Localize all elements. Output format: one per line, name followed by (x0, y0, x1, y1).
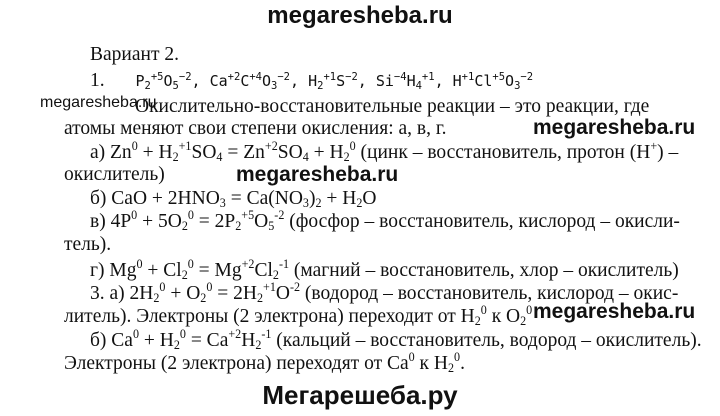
equation-a: а) $Zn^0 + H_2^{+1}SO_4 = Zn^{+2}SO_4 + H_2^0$ (цинк – восстановитель, протон (H+) – (90, 139, 679, 165)
watermark-left: megaresheba.ru (40, 94, 157, 111)
equation-g: г) $Mg^0 + Cl_2^0 = Mg^{+2}Cl_2^{-1}$ (магний – восстановитель, хлор – окислитель) (90, 257, 679, 283)
item-3b-line-1: б) $Ca^0 + H_2^0 = Ca^{+2}H_2^{-1}$ (кальций – восстановитель, водород – окислитель). (90, 327, 702, 353)
watermark-right-1: megaresheba.ru (533, 116, 696, 139)
watermark-middle: megaresheba.ru (236, 163, 399, 186)
item-1-formulas: $P_2^{+5}O_5^{-2}$, $Ca^{+2}C^{+4}O_3^{-2}$, $H_2^{+1}S^{-2}$, $Si^{-4}H_4^{+1}$, $H^{+1}Cl^{+5}O_3^{-2}$ (135, 71, 534, 93)
item-1-number: 1. (90, 70, 105, 91)
equation-v-line-2: тель). (64, 234, 112, 255)
item-2-text-1: Окислительно-восстановительные реакции – это реакции, где (135, 96, 650, 117)
item-3a-line-1: 3. а) $2H_2^0 + O_2^0 = 2H_2^{+1}O^{-2}$ (водород – восстановитель, кислород – окис- (90, 280, 679, 306)
equation-v: в) $4P^0 + 5O_2^0 = 2P_2^{+5}O_5^{-2}$ (фосфор – восстановитель, кислород – окисли- (90, 208, 680, 234)
watermark-bottom: Мегарешеба.ру (262, 380, 458, 410)
variant-title: Вариант 2. (90, 44, 179, 65)
item-2-line-2: атомы меняют свои степени окисления: а, в, г. (64, 118, 447, 139)
equation-a-line-2: окислитель) (64, 164, 165, 185)
item-2-line-1 (135, 96, 649, 117)
equation-b: б) CaO + $2HNO_3 = Ca(NO_3)_2 + H_2O$ (90, 188, 377, 211)
watermark-right-2: megaresheba.ru (533, 300, 696, 323)
watermark-top: megaresheba.ru (267, 2, 453, 29)
item-3b-line-2: Электроны (2 электрона) переходят от Ca$^0$ к $H_2^0$. (64, 350, 465, 376)
item-3a-line-2: литель). Электроны (2 электрона) переходит от $H_2^0$ к $O_2^0$ (64, 303, 533, 329)
item-1-line (90, 70, 533, 92)
